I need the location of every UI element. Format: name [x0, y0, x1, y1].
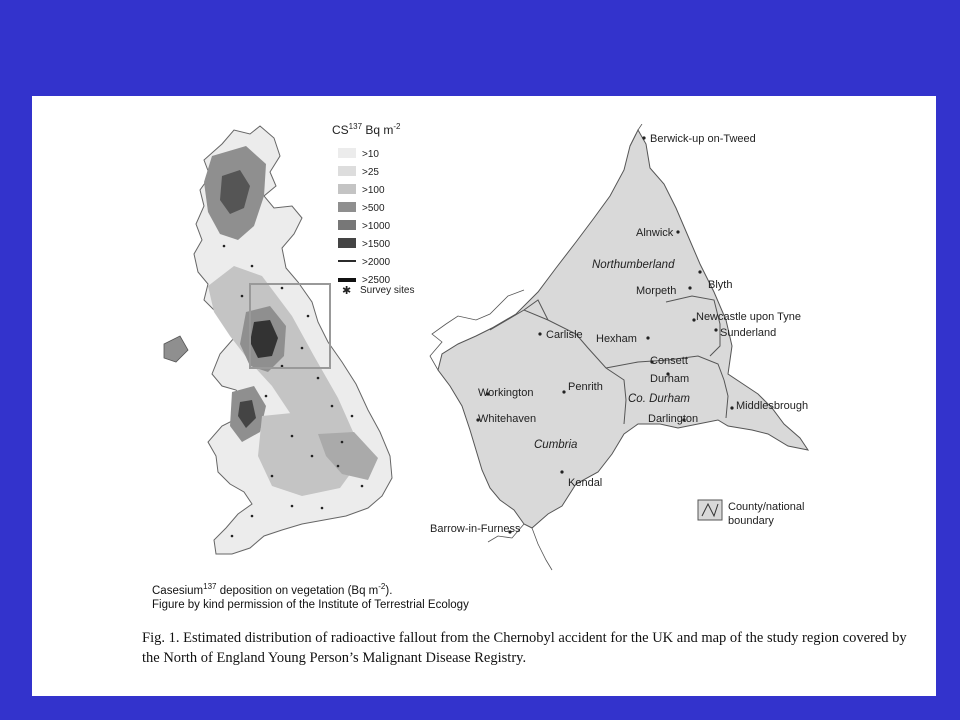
legend-label: >2000 [362, 257, 391, 268]
legend-swatch [338, 238, 356, 248]
boundary-legend [698, 500, 804, 527]
town-hexham: Hexham [596, 333, 637, 345]
boundary-legend-label-2: boundary [728, 515, 774, 527]
survey-sites-icon: ✱ [342, 285, 352, 297]
boundary-legend-label-1: County/national [728, 501, 805, 513]
legend-title: CS$^{137}$ Bq $m^{-2}$ [332, 122, 401, 137]
legend-label: >10 [362, 149, 379, 160]
credit-line-1: Casesium$^{137}$ deposition on vegetation (Bq $m^{-2}$). [152, 582, 393, 597]
town-barrow: Barrow-in-Furness [430, 523, 521, 535]
legend-swatch [338, 260, 356, 262]
town-morpeth: Morpeth [636, 285, 677, 297]
legend-label: >1500 [362, 239, 391, 250]
legend-label: >500 [362, 203, 385, 214]
town-sunderland: Sunderland [720, 327, 777, 339]
deposition-legend [332, 122, 414, 297]
legend-label: >1000 [362, 221, 391, 232]
town-consett: Consett [650, 355, 688, 367]
town-penrith: Penrith [568, 381, 603, 393]
region-cumbria: Cumbria [534, 439, 578, 451]
town-middlesbrough: Middlesbrough [736, 400, 809, 412]
legend-swatch [338, 184, 356, 194]
ireland-fragment [164, 336, 188, 362]
credit-line-2: Figure by kind permission of the Institute of Terrestrial Ecology [152, 598, 469, 611]
figure-credit [152, 580, 469, 612]
figure-caption: Fig. 1. Estimated distribution of radioactive fallout from the Chernobyl accident for the UK and map of the study region covered by the North of England Young Person’s Malignant Disease Registry. [142, 630, 907, 666]
town-carlisle: Carlisle [546, 329, 583, 341]
figure-panel [32, 96, 936, 696]
legend-swatch [338, 166, 356, 176]
survey-sites-legend [342, 285, 414, 297]
study-region-map [428, 124, 838, 574]
legend-label: >25 [362, 167, 379, 178]
town-whitehaven: Whitehaven [478, 413, 537, 425]
town-durham: Durham [650, 373, 690, 385]
region-northumberland: Northumberland [592, 259, 675, 271]
town-alnwick: Alnwick [636, 227, 674, 239]
boundary-legend-icon [698, 500, 722, 520]
town-workington: Workington [478, 387, 534, 399]
legend-label: >100 [362, 185, 385, 196]
town-kendal: Kendal [568, 477, 603, 489]
town-darlington: Darlington [648, 413, 699, 425]
town-blyth: Blyth [708, 279, 733, 291]
legend-label: >2500 [362, 275, 391, 286]
legend-swatch [338, 202, 356, 212]
legend-swatch [338, 278, 356, 282]
region-co-durham: Co. Durham [628, 393, 690, 405]
town-berwick: Berwick-up on-Tweed [650, 133, 756, 145]
legend-swatch [338, 220, 356, 230]
survey-sites-label: Survey sites [360, 285, 415, 296]
town-newcastle: Newcastle upon Tyne [696, 311, 801, 323]
legend-swatch [338, 148, 356, 158]
